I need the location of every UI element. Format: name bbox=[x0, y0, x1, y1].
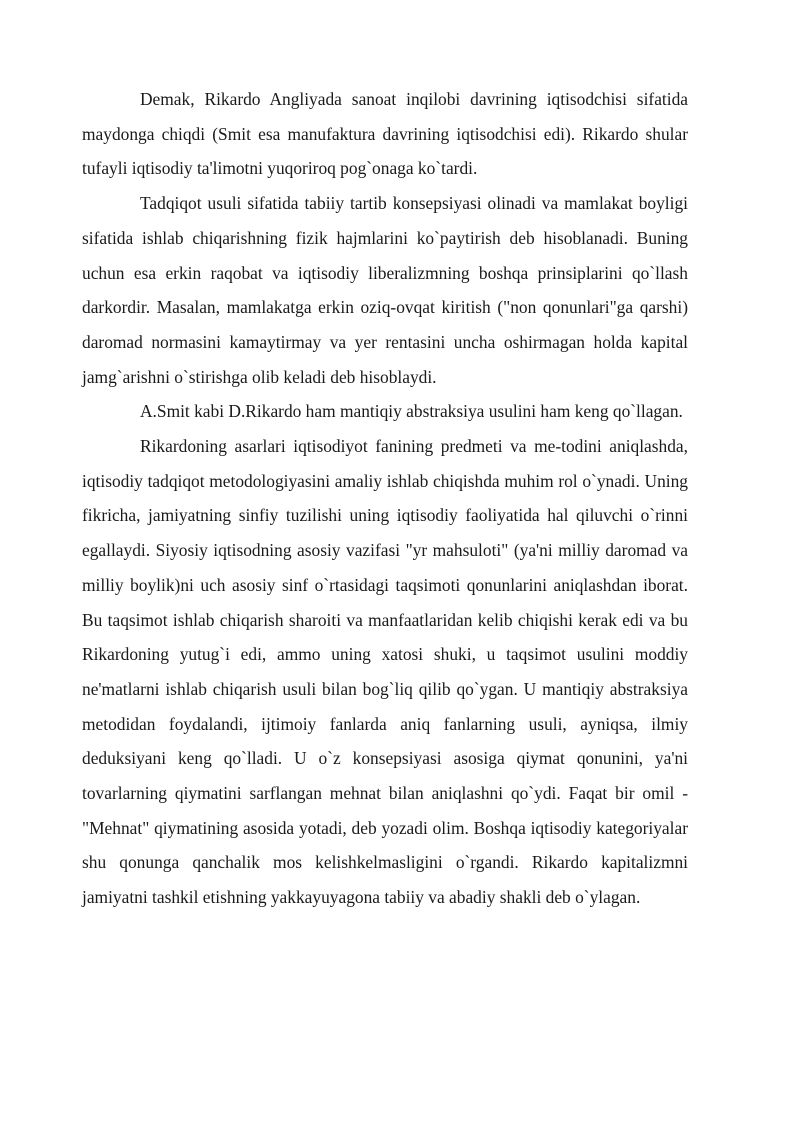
paragraph-1: Demak, Rikardo Angliyada sanoat inqilobi davrining iqtisodchisi sifatida maydonga chiqdi (Smit esa manufaktura davrining iqtisodchisi edi). Rikardo shular tufayli iqtisodiy ta'limotni yuqoriroq pog`onaga ko`tardi. bbox=[82, 89, 688, 179]
paragraph-4: Rikardoning asarlari iqtisodiyot fanining predmeti va me-todini aniqlashda, iqtisodiy tadqiqot metodologiyasini amaliy ishlab chiqishda muhim rol o`ynadi. Uning fikricha, jamiyatning sinfiy tuzilishi uning iqtisodiy faoliyatida hal qiluvchi o`rinni egallaydi. Siyosiy iqtisodning asosiy vazifasi "yr mahsuloti" (ya'ni milliy daromad va milliy boylik)ni uch asosiy sinf o`rtasidagi taqsimoti qonunlarini aniqlashdan iborat. Bu taqsimot ishlab chiqarish sharoiti va manfaatlaridan kelib chiqishi kerak edi va bu Rikardoning yutug`i edi, ammo uning xatosi shuki, u taqsimot usulini moddiy ne'matlarni ishlab chiqarish usuli bilan bog`liq qilib qo`ygan. U mantiqiy abstraksiya metodidan foydalandi, ijtimoiy fanlarda aniq fanlarning usuli, ayniqsa, ilmiy deduksiyani keng qo`lladi. U o`z konsepsiyasi asosiga qiymat qonunini, ya'ni tovarlarning qiymatini sarflangan mehnat bilan aniqlashni qo`ydi. Faqat bir omil - "Mehnat" qiymatining asosida yotadi, deb yozadi olim. Boshqa iqtisodiy kategoriyalar shu qonunga qanchalik mos kelishkelmasligini o`rgandi. Rikardo kapitalizmni jamiyatni tashkil etishning yakkayuyagona tabiiy va abadiy shakli deb o`ylagan. bbox=[82, 436, 688, 908]
paragraph-3: A.Smit kabi D.Rikardo ham mantiqiy abstraksiya usulini ham keng qo`llagan. bbox=[140, 401, 683, 422]
document-body bbox=[82, 82, 688, 915]
paragraph-2: Tadqiqot usuli sifatida tabiiy tartib konsepsiyasi olinadi va mamlakat boyligi sifatida ishlab chiqarishning fizik hajmlarini ko`paytirish deb hisoblanadi. Buning uchun esa erkin raqobat va iqtisodiy liberalizmning boshqa prinsiplarini qo`llash darkordir. Masalan, mamlakatga erkin oziq-ovqat kiritish ("non qonunlari"ga qarshi) daromad normasini kamaytirmay va yer rentasini uncha oshirmagan holda kapital jamg`arishni o`stirishga olib keladi deb hisoblaydi. bbox=[82, 193, 688, 387]
